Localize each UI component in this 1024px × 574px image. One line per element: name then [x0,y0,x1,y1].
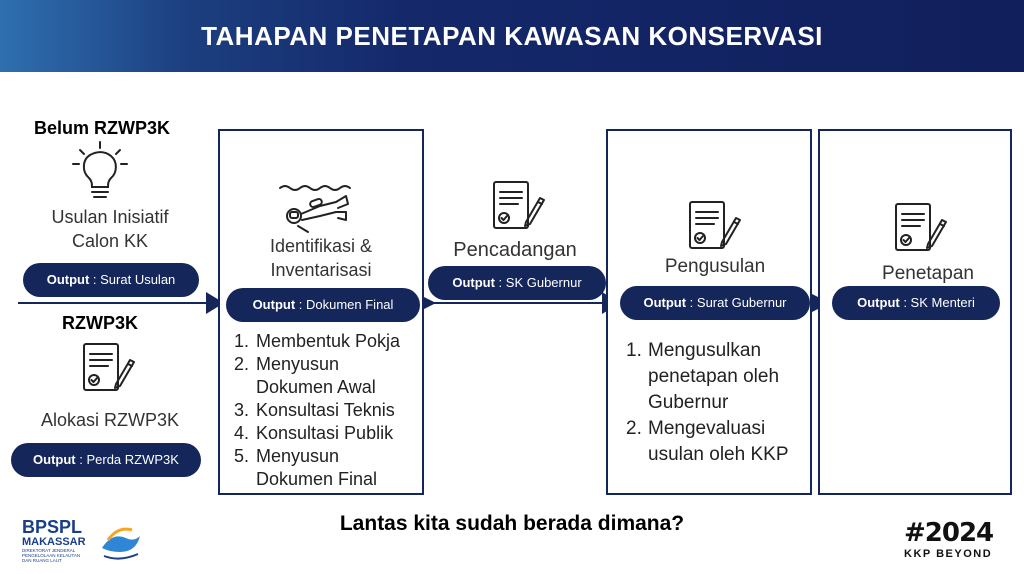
usulan-label [20,205,200,253]
logo-sub: KKP BEYOND [904,548,993,560]
rzwp3k-heading: RZWP3K [62,313,138,333]
step-text: Konsultasi Teknis [256,400,395,420]
usulan-label-line2: Calon KK [71,231,149,251]
page-title: TAHAPAN PENETAPAN KAWASAN KONSERVASI [201,21,823,51]
list-item [234,399,420,422]
output-prefix: Output [252,297,296,312]
alokasi-label: Alokasi RZWP3K [40,410,180,430]
lightbulb-icon [70,140,130,204]
list-item [234,422,420,445]
output-prefix: Output [33,452,76,467]
usulan-label-line1: Usulan Inisiatif [51,207,169,227]
bpspl-logo [22,518,142,564]
step-number: 3. [234,400,250,420]
step-number: 4. [234,423,250,443]
pengusulan-steps [626,338,806,468]
pencadangan-label: Pencadangan [453,239,577,261]
output-prefix: Output [643,295,687,310]
step-text: Menyusun Dokumen Awal [256,354,376,397]
step-number: 1. [234,331,250,351]
list-item [234,330,420,353]
list-item [626,338,806,416]
document-sign-icon [490,178,546,234]
logo-tag: #2024 [904,518,994,548]
closing-question: Lantas kita sudah berada dimana? [339,512,685,535]
output-value: : Dokumen Final [295,297,394,312]
output-prefix: Output [452,275,495,290]
identifikasi-output-pill [226,288,420,322]
output-value: : SK Menteri [899,295,975,310]
step-text: Menyusun Dokumen Final [256,446,378,489]
step-text: Mengevaluasi usulan oleh KKP [648,418,789,465]
pengusulan-label: Pengusulan [664,256,766,277]
logo-subtitle: DIREKTORAT JENDERAL PENGELOLAAN KELAUTAN DAN RUANG LAUT [22,548,81,563]
identifikasi-steps [234,330,420,491]
kkp-2024-logo [904,520,1000,560]
list-item [234,445,420,491]
document-sign-icon [892,200,948,256]
belum-rzwp3k-heading: Belum RZWP3K [34,118,171,138]
penetapan-label: Penetapan [882,263,974,284]
list-item [626,416,806,468]
pengusulan-output-pill [620,286,810,320]
output-value: : Surat Gubernur [686,295,787,310]
document-sign-icon [80,340,136,396]
logo-name: BPSPL [22,517,83,537]
step-number: 2. [626,418,642,439]
diver-icon [276,182,352,238]
step-text: Konsultasi Publik [256,423,394,443]
usulan-output-pill [23,263,199,297]
output-value: : Surat Usulan [89,272,176,287]
wave-logo-icon [98,518,144,562]
identifikasi-label-line1: Identifikasi & [269,236,373,256]
penetapan-output-pill [832,286,1000,320]
logo-city: MAKASSAR [22,536,86,548]
list-item [234,353,420,399]
step-number: 2. [234,354,250,374]
document-sign-icon [686,198,742,254]
alokasi-output-pill [11,443,201,477]
step-number: 5. [234,446,250,466]
step-text: Membentuk Pokja [256,331,401,351]
step-text: Mengusulkan penetapan oleh Gubernur [648,340,780,413]
output-prefix: Output [857,295,900,310]
pencadangan-output-pill [428,266,606,300]
step-number: 1. [626,340,642,361]
output-value: : SK Gubernur [494,275,582,290]
output-value: : Perda RZWP3K [75,452,179,467]
output-prefix: Output [46,272,90,287]
identifikasi-label [218,234,424,282]
identifikasi-label-line2: Inventarisasi [270,260,372,280]
